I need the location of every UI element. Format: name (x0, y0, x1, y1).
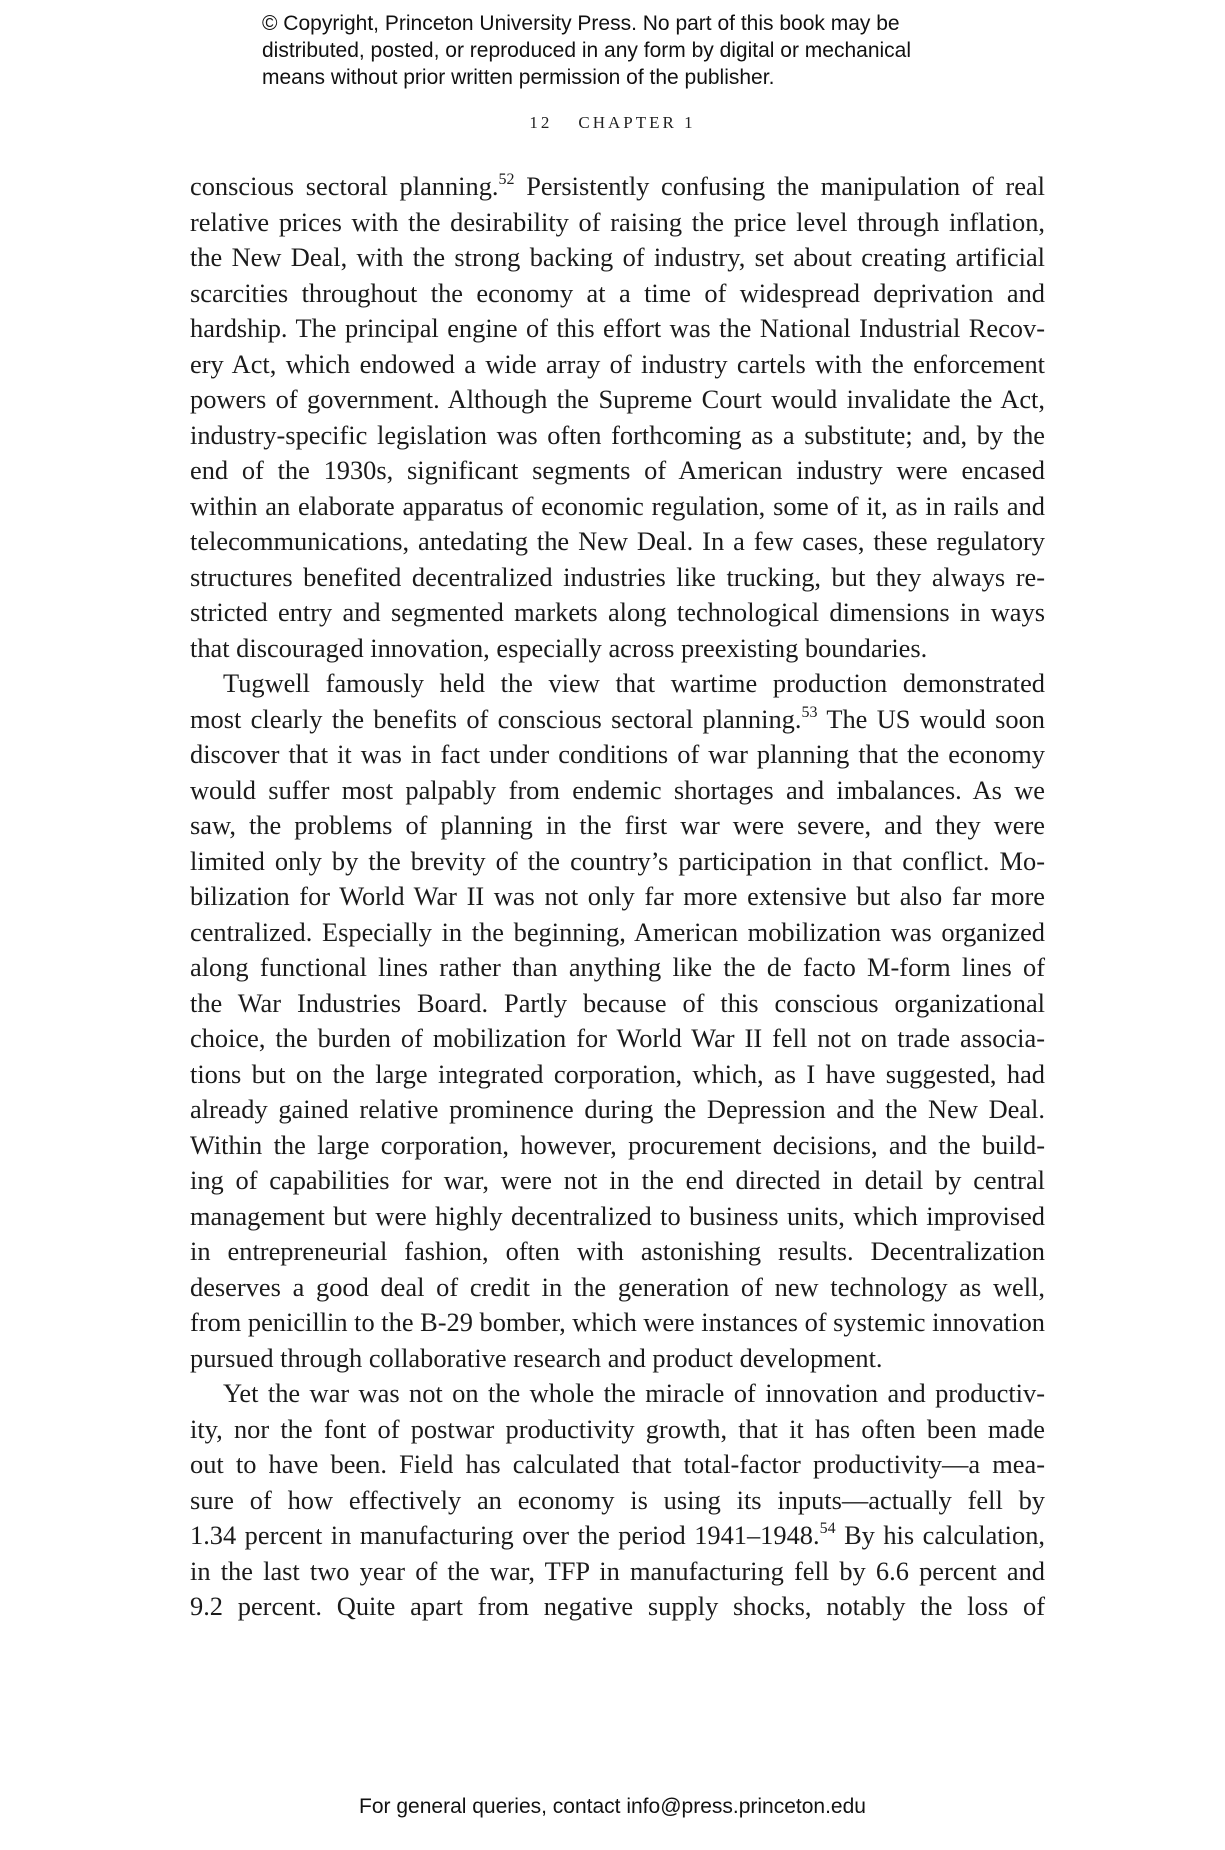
text-line: Yet the war was not on the whole the miracle of innovation and productiv- (223, 1378, 1045, 1408)
text-line: relative prices with the desirability of raising the price level through inflation, (190, 206, 1045, 237)
text-line: ing of capabilities for war, were not in the end directed in detail by central (190, 1165, 1045, 1195)
text-line: Tugwell famously held the view that wartime production demonstrated (223, 668, 1045, 698)
text-line: scarcities throughout the economy at a time of widespread deprivation and (190, 277, 1045, 308)
footnote-ref-52[interactable]: 52 (498, 171, 515, 188)
text-line: discover that it was in fact under conditions of war planning that the economy (190, 739, 1045, 769)
text-line: the New Deal, with the strong backing of industry, set about creating artificial (190, 242, 1045, 272)
text-line: that discouraged innovation, especially across preexisting boundaries. (190, 632, 928, 663)
text-line: management but were highly decentralized to business units, which improvised (190, 1200, 1045, 1231)
text-line: telecommunications, antedating the New Deal. In a few cases, these regulatory (190, 526, 1045, 556)
text-line: tions but on the large integrated corporation, which, as I have suggested, had (190, 1058, 1045, 1089)
text-line: out to have been. Field has calculated that total-factor productivity—a mea- (190, 1449, 1045, 1479)
text-line: deserves a good deal of credit in the generation of new technology as well, (190, 1271, 1045, 1302)
text-line: ery Act, which endowed a wide array of industry cartels with the enforcement (190, 348, 1045, 379)
contact-footer: For general queries, contact info@press.princeton.edu (359, 1795, 866, 1818)
text-line: stricted entry and segmented markets along technological dimensions in ways (190, 597, 1045, 627)
chapter-label: CHAPTER 1 (578, 113, 696, 132)
footnote-ref-53[interactable]: 53 (801, 703, 818, 721)
text-line: hardship. The principal engine of this effort was the National Industrial Recov- (190, 313, 1045, 343)
text-line: most clearly the benefits of conscious sectoral planning.$^{53}$ The US would soon (190, 703, 1045, 734)
text-line: ity, nor the font of postwar productivity growth, that it has often been made (190, 1413, 1045, 1444)
text-line: along functional lines rather than anything like the de facto M-form lines of (190, 952, 1045, 982)
text-line: structures benefited decentralized industries like trucking, but they always re- (190, 561, 1045, 592)
text-line: industry-specific legislation was often forthcoming as a substitute; and, by the (190, 419, 1045, 450)
footnote-ref-54[interactable]: 54 (819, 1520, 836, 1537)
body-text (190, 169, 1045, 1625)
running-head (0, 113, 1225, 133)
text-line: 1.34 percent in manufacturing over the period 1941–1948.54 By his calculation, (190, 1520, 1045, 1550)
copyright-notice (262, 10, 982, 91)
text-line: would suffer most palpably from endemic shortages and imbalances. As we (190, 774, 1045, 805)
text-line: sure of how effectively an economy is using its inputs—actually fell by (190, 1484, 1045, 1515)
text-line: saw, the problems of planning in the first war were severe, and they were (190, 810, 1045, 840)
text-line: already gained relative prominence during the Depression and the New Deal. (190, 1094, 1045, 1124)
text-line: limited only by the brevity of the country’s participation in that conflict. Mo- (190, 845, 1045, 876)
text-line: from penicillin to the B-29 bomber, which were instances of systemic innovation (190, 1307, 1045, 1337)
text-line: end of the 1930s, significant segments of American industry were encased (190, 455, 1045, 485)
text-line: bilization for World War II was not only far more extensive but also far more (190, 881, 1045, 911)
copyright-line: © Copyright, Princeton University Press. No part of this book may be (262, 12, 900, 35)
text-line: pursued through collaborative research and product development. (190, 1342, 883, 1373)
copyright-line: means without prior written permission of the publisher. (262, 66, 775, 89)
text-line: choice, the burden of mobilization for World War II fell not on trade associa- (190, 1023, 1045, 1053)
text-line: conscious sectoral planning.$^{52}$ Persistently confusing the manipulation of real (190, 171, 1045, 201)
text-line: in entrepreneurial fashion, often with astonishing results. Decentralization (190, 1236, 1045, 1266)
page-number: 12 (529, 113, 553, 132)
text-line: in the last two year of the war, TFP in manufacturing fell by 6.6 percent and (190, 1555, 1045, 1586)
text-line: Within the large corporation, however, procurement decisions, and the build- (190, 1129, 1045, 1160)
text-line: within an elaborate apparatus of economic regulation, some of it, as in rails and (190, 490, 1045, 521)
text-line: powers of government. Although the Supreme Court would invalidate the Act, (190, 384, 1045, 414)
text-line: the War Industries Board. Partly because of this conscious organizational (190, 987, 1045, 1018)
copyright-line: distributed, posted, or reproduced in any form by digital or mechanical (262, 39, 912, 62)
text-line: centralized. Especially in the beginning, American mobilization was organized (190, 916, 1045, 947)
text-line: 9.2 percent. Quite apart from negative supply shocks, notably the loss of (190, 1591, 1045, 1621)
